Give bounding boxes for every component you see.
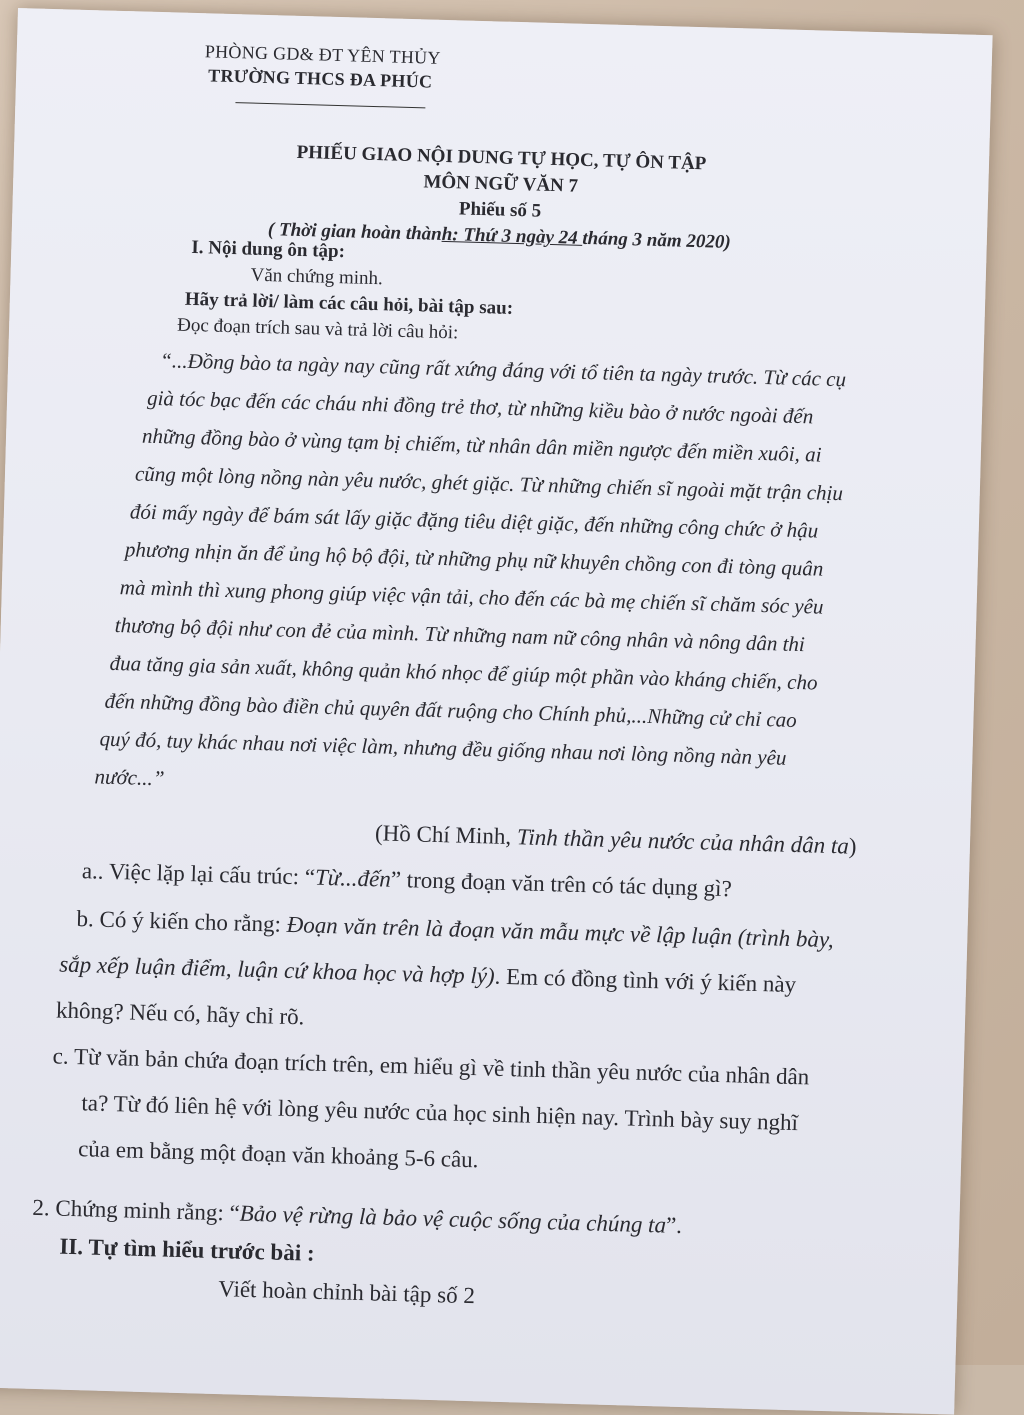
department-name: PHÒNG GD& ĐT YÊN THỦY bbox=[204, 41, 442, 68]
question-b-line-1: b. Có ý kiến cho rằng: Đoạn văn trên là đoạn văn mẫu mực về lập luận (trình bày, bbox=[76, 905, 835, 953]
worksheet-title: PHIẾU GIAO NỘI DUNG TỰ HỌC, TỰ ÔN TẬP bbox=[296, 141, 707, 175]
passage-line: đói mấy ngày để bám sát lấy giặc đặng tiêu diệt giặc, đến những công chức ở hậu bbox=[129, 499, 819, 543]
question-a: a.. Việc lặp lại cấu trúc: “Từ...đến” trong đoạn văn trên có tác dụng gì? bbox=[81, 858, 733, 902]
passage-line: “...Đồng bào ta ngày nay cũng rất xứng đáng với tổ tiên ta ngày trước. Từ các cụ bbox=[159, 348, 847, 392]
worksheet-number: Phiếu số 5 bbox=[458, 198, 542, 222]
passage-line: những đồng bào ở vùng tạm bị chiếm, từ nhân dân miền ngược đến miền xuôi, ai bbox=[141, 423, 822, 467]
instruction-heading: Hãy trả lời/ làm các câu hỏi, bài tập sau: bbox=[184, 288, 514, 319]
passage-line: đến những đồng bào điền chủ quyên đất ruộng cho Chính phủ,...Những cử chỉ cao bbox=[104, 688, 798, 733]
section-2-task: Viết hoàn chỉnh bài tập số 2 bbox=[217, 1276, 476, 1309]
school-name: TRƯỜNG THCS ĐA PHÚC bbox=[207, 65, 433, 92]
question-c-line-3: của em bằng một đoạn văn khoảng 5-6 câu. bbox=[77, 1136, 479, 1173]
passage-line: quý đó, tuy khác nhau nơi việc làm, nhưng đều giống nhau nơi lòng nồng nàn yêu bbox=[99, 726, 787, 770]
passage-line: cũng một lòng nồng nàn yêu nước, ghét giặc. Từ những chiến sĩ ngoài mặt trận chịu bbox=[134, 461, 844, 506]
citation: (Hồ Chí Minh, Tinh thần yêu nước của nhân dân ta) bbox=[374, 820, 857, 859]
deadline: ( Thời gian hoàn thành: Thứ 3 ngày 24 tháng 3 năm 2020) bbox=[267, 219, 731, 253]
task-2: 2. Chứng minh rằng: “Bảo vệ rừng là bảo vệ cuộc sống của chúng ta”. bbox=[32, 1194, 683, 1239]
reading-instruction: Đọc đoạn trích sau và trả lời câu hỏi: bbox=[176, 314, 459, 344]
passage-line: đua tăng gia sản xuất, không quản khó nhọc để giúp một phần vào kháng chiến, cho bbox=[109, 650, 818, 695]
passage-line: mà mình thì xung phong giúp việc vận tải, cho đến các bà mẹ chiến sĩ chăm sóc yêu bbox=[119, 575, 824, 619]
question-b-line-2: sắp xếp luận điểm, luận cứ khoa học và hợp lý). Em có đồng tình với ý kiến này bbox=[58, 951, 797, 998]
section-2-heading: II. Tự tìm hiểu trước bài : bbox=[59, 1233, 315, 1266]
passage-line: già tóc bạc đến các cháu nhi đồng trẻ thơ, từ những kiều bào ở nước ngoài đến bbox=[146, 385, 814, 429]
question-c-line-2: ta? Từ đó liên hệ với lòng yêu nước của học sinh hiện nay. Trình bày suy nghĩ bbox=[81, 1090, 799, 1136]
section-1-topic: Văn chứng minh. bbox=[250, 264, 384, 290]
question-b-line-3: không? Nếu có, hãy chỉ rõ. bbox=[55, 997, 305, 1030]
header-underline bbox=[235, 102, 425, 108]
subject-title: MÔN NGỮ VĂN 7 bbox=[423, 171, 579, 197]
passage-line: nước...” bbox=[94, 764, 165, 791]
worksheet-paper bbox=[0, 8, 993, 1415]
question-c-line-1: c. Từ văn bản chứa đoạn trích trên, em hiểu gì về tinh thần yêu nước của nhân dân bbox=[52, 1043, 810, 1090]
passage-line: thương bộ đội như con đẻ của mình. Từ những nam nữ công nhân và nông dân thi bbox=[114, 612, 806, 657]
section-1-heading: I. Nội dung ôn tập: bbox=[191, 236, 346, 263]
passage-line: phương nhịn ăn để ủng hộ bộ đội, từ những phụ nữ khuyên chồng con đi tòng quân bbox=[124, 537, 824, 581]
